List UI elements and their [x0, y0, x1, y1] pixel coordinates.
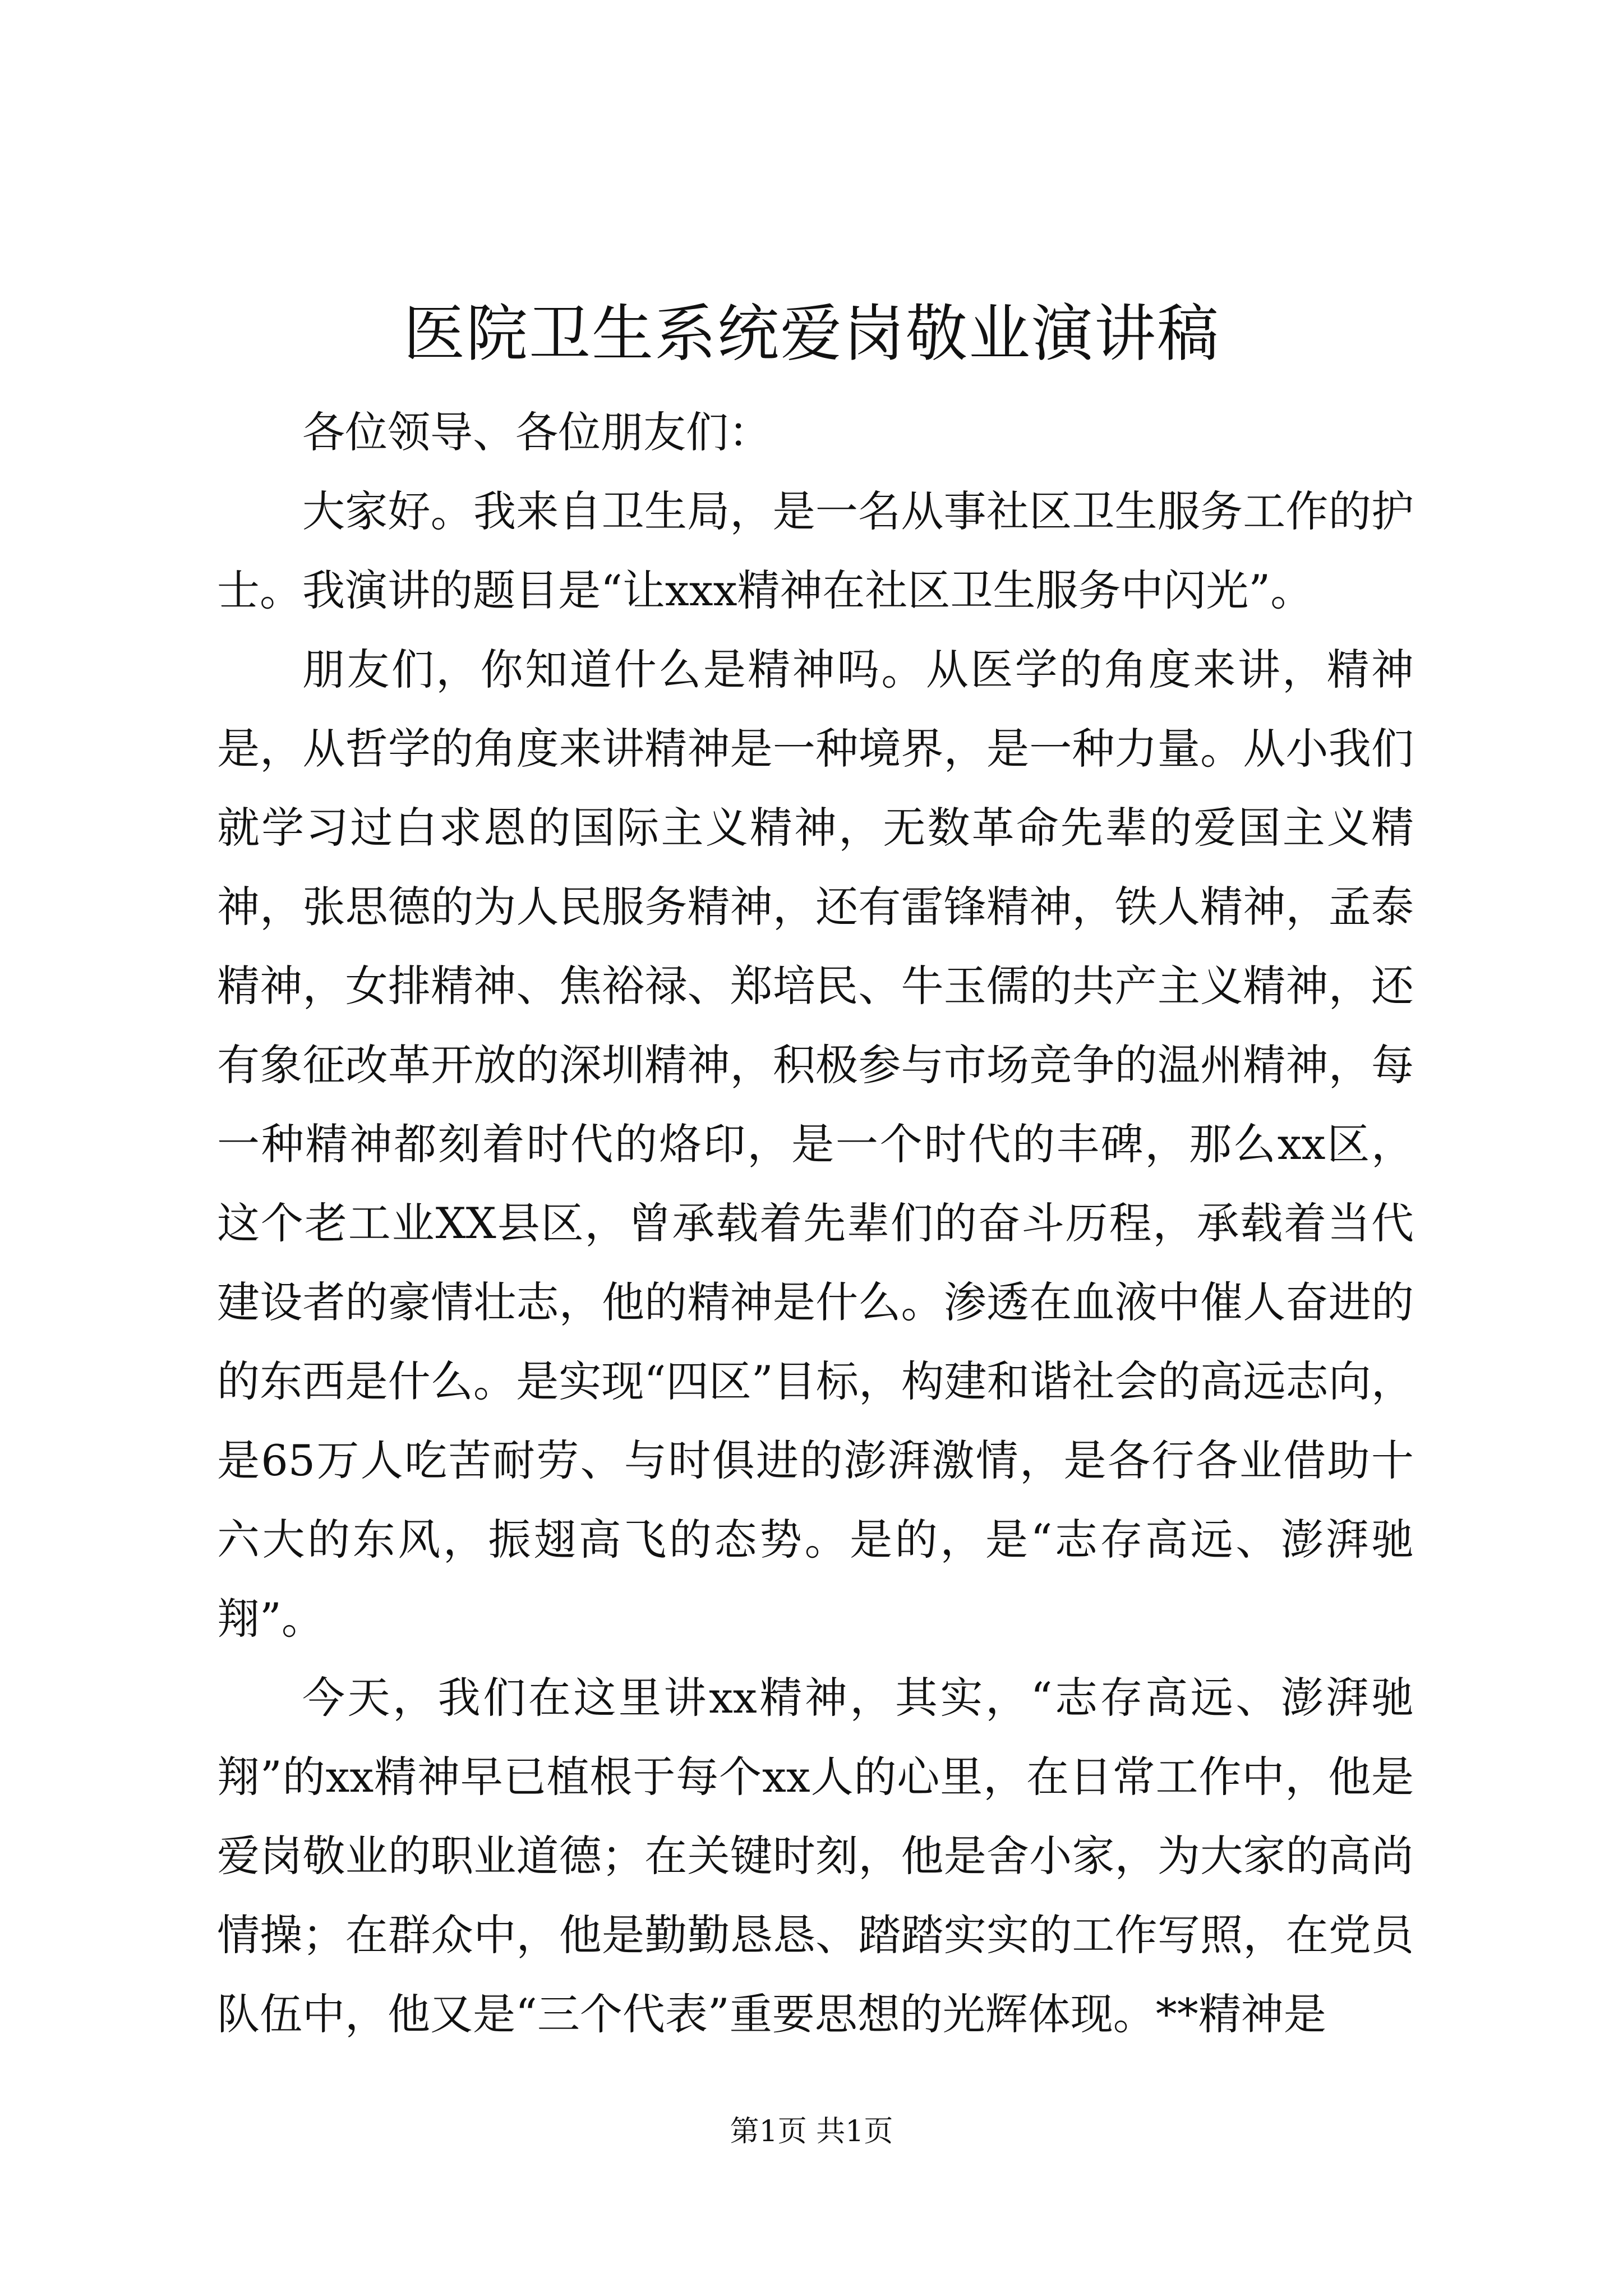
page-number: 第1页 共1页 — [730, 2115, 893, 2148]
page-footer — [0, 2109, 1623, 2154]
salutation-paragraph: 各位领导、各位朋友们： — [302, 407, 771, 457]
document-title: 医院卫生系统爱岗敬业演讲稿 — [403, 298, 1220, 370]
body-paragraph-1: 大家好。我来自卫生局，是一名从事社区卫生服务工作的护士。我演讲的题目是“让xxx精神在社区卫生服务中闪光”。 — [217, 486, 1414, 615]
body-paragraph-2: 朋友们，你知道什么是精神吗。从医学的角度来讲，精神是，从哲学的角度来讲精神是一种境界，是一种力量。从小我们就学习过白求恩的国际主义精神，无数革命先辈的爱国主义精神，张思德的为人民服务精神，还有雷锋精神，铁人精神，孟泰精神，女排精神、焦裕禄、郑培民、牛玉儒的共产主义精神，还有象征改革开放的深圳精神，积极参与市场竞争的温州精神，每一种精神都刻着时代的烙印，是一个时代的丰碑，那么xx区，这个老工业XX县区，曾承载着先辈们的奋斗历程，承载着当代建设者的豪情壮志，他的精神是什么。渗透在血液中催人奋进的的东西是什么。是实现“四区”目标，构建和谐社会的高远志向，是65万人吃苦耐劳、与时俱进的澎湃激情，是各行各业借助十六大的东风，振翅高飞的态势。是的，是“志存高远、澎湃驰翔”。 — [217, 645, 1414, 1644]
document-body — [217, 393, 1414, 2054]
body-paragraph-3: 今天，我们在这里讲xx精神，其实，“志存高远、澎湃驰翔”的xx精神早已植根于每个xx人的心里，在日常工作中，他是爱岗敬业的职业道德；在关键时刻，他是舍小家，为大家的高尚情操；在群众中，他是勤勤恳恳、踏踏实实的工作写照，在党员队伍中，他又是“三个代表”重要思想的光辉体现。**精神是 — [217, 1673, 1414, 2039]
